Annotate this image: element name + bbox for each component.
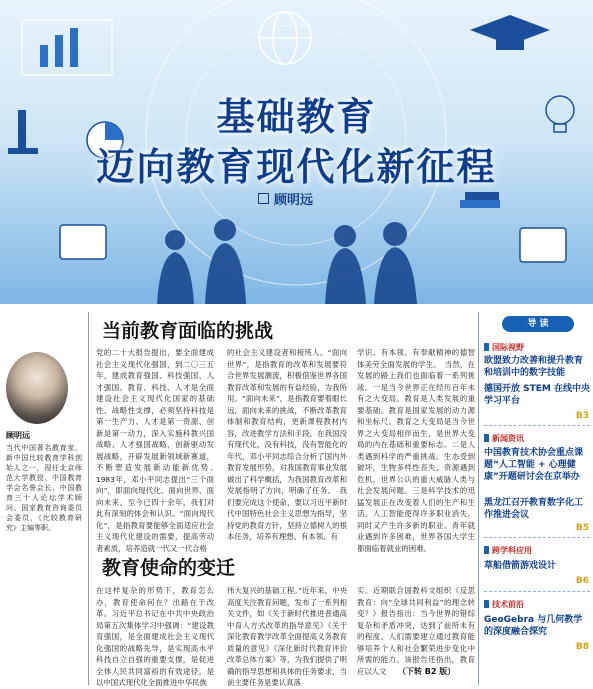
page-ref: B6 [575,576,589,586]
sidebar-item[interactable]: 中国教育技术协会重点课题“人工智能 + 心理健康”开题研讨会在京举办 [484,448,584,482]
author-name: 顾明远 [6,431,30,440]
sidebar-tag-news: 新闻资讯 [484,433,524,444]
page-ref: B8 [575,642,589,652]
sidebar-contents [482,312,593,685]
divider [484,591,590,592]
section2-heading: 教育使命的变迁 [102,557,236,579]
byline-author: 顾明远 [274,193,314,208]
author-bio: 当代中国著名教育家，新中国比较教育学科创始人之一，现任北京师范大学教授、中国教育学会名誉会长、中国教育三十人论坛学术顾问、国家教育咨询委员会委员，《比较教育研究》主编等职。 [6,444,82,532]
column-divider [88,312,89,685]
page-ref: B3 [575,411,589,421]
books-icon [460,192,500,208]
globe-icon [259,12,311,64]
students-silhouette [157,219,417,304]
banner-title-line1: 基础教育 [216,95,377,139]
page-ref: B5 [575,523,589,533]
continued-note: （下转 B2 版） [398,667,456,676]
graduation-cap-icon [470,15,550,50]
author-portrait [6,352,68,424]
square-icon [258,193,269,204]
sidebar-tag-tech-frontier: 技术前沿 [484,599,524,610]
section1-col1: 党的二十大报告提出，要全面建成社会主义现代化强国，到二〇三五年，建成教育强国、科技强国、人才强国。教育、科技、人才是全面建设社会主义现代化国家的基础性、战略性支撑，必须坚持科技是第一生产力、人才是第一资源、创新是第一动力，深入实施科教兴国战略、人才强国战略、创新驱动发展战略，开辟发展新领域新赛道，不断塑造发展新动能新优势。 1983年，邓小平同志提出“三个面向”，即面向现代化、面向世界、面向未来。至今已四十余年，我们对此有深刻的体会和认识。“面向现代化”，是指教育要能够全面适应社会主义现代化建设的需要，提高劳动者素质，培养造就一代又一代合格 [96,348,222,553]
section1-heading: 当前教育面临的挑战 [102,320,274,342]
divider [484,425,590,426]
sidebar-item[interactable]: GeoGebra 与几何教学的深度融合探究 [484,615,583,637]
sidebar-item[interactable]: 欧盟致力改善和提升教育和培训中的数字技能 [484,356,584,378]
sidebar-item[interactable]: 黑龙江召开教育数字化工作推进会议 [484,498,584,520]
column-divider [478,312,479,685]
sidebar-item[interactable]: 草船借箭游戏设计 [484,561,557,571]
byline [258,189,313,208]
sidebar-header: 导 读 [502,316,574,332]
section1-col3: 学识、有本领、有奉献精神的德智体美劳全面发展的学生。 当然，在发展的路上我们也面临着一系列挑战。一是当今世界正在经历百年未有之大变局。教育是人类发展的重要基础。教育是国家发展的动力源和坐标尺。教育之大变局是当今世界之大变局相伴而生，是世界大变局的内在基础和重要标志。二是人类遇到科学的严重挑战。生态受到破坏，生物多样性丧失，资源遇到危机，世界公认的重大威胁人类与社会发展问题。三是科学技术的迅猛发展正在改变着人们的生产和生活。人工智能使得许多职业消失，同时又产生许多新的职业。青年就业遇到许多困难，世界各国大学生都面临着就业的困难。 [357,348,475,553]
sidebar-item[interactable]: 德国开放 STEM 在线中央学习平台 [484,384,590,406]
sidebar-tag-interdisciplinary: 跨学科应用 [484,545,532,556]
banner-title-line2: 迈向教育现代化新征程 [96,145,497,189]
bar-chart-icon [22,20,112,75]
sidebar-tag-international: 国际视野 [484,342,524,353]
section2-col2: 伟大复兴的基础工程。”近年来，中央高度关注教育问题，发布了一系列相关文件，如《关于新时代推进普通高中育人方式改革的指导意见》《关于深化教育教学改革全面提高义务教育质量的意见》《深化新时代教育评价改革总体方案》等，为我们提供了明确的指导思想和具体的任务要求，当前主要任务是要认真落 [227,586,347,687]
header-banner [0,0,593,304]
divider [484,537,590,538]
section1-col2: 的社会主义建设者和接班人。“面向世界”，是指教育的改革和发展要符合世界发展潮流，积极借鉴世界各国教育改革和发展的有益经验，为我所用。“面向未来”，是指教育要着眼长远，面向未来的挑战，不断改革教育体制和教育结构，更新课程教材内容，改进教学方法和手段，在我国没有现代化，没有科技，没有智能化的年代，邓小平同志综合分析了国内外教育发展形势，对我国教育事业发展做出了科学概括，为我国教育改革和发展指明了方向，明确了任务。 我们要完成这个使命，要以习近平新时代中国特色社会主义思想为指导，坚持党的教育方针，坚持立德树人的根本任务，培养有理想、有本领、有 [227,348,347,541]
section2-col3: 实。近期联合国教科文组织《反思教育：向“全球共同利益”的理念转变？》报告指出：当今世界的错综复杂和矛盾冲突，达到了前所未有的程度。人们需要建立通过教育能够培养个人和社会繁荣进步变化中所需的能力。该报告还指出，教育应以人文 [357,586,475,676]
section2-col1: 在这样复杂的形势下，教育怎么办，教育使命何在？出路在于改革。习近平总书记在中共中央政治局第五次集体学习中强调：“建设教育强国，是全面建成社会主义现代化强国的战略先导，是实现高水平科技自立自强的重要支撑，是促进全体人民共同富裕的有效途径，是以中国式现代化全面推进中华民族 [96,586,214,687]
